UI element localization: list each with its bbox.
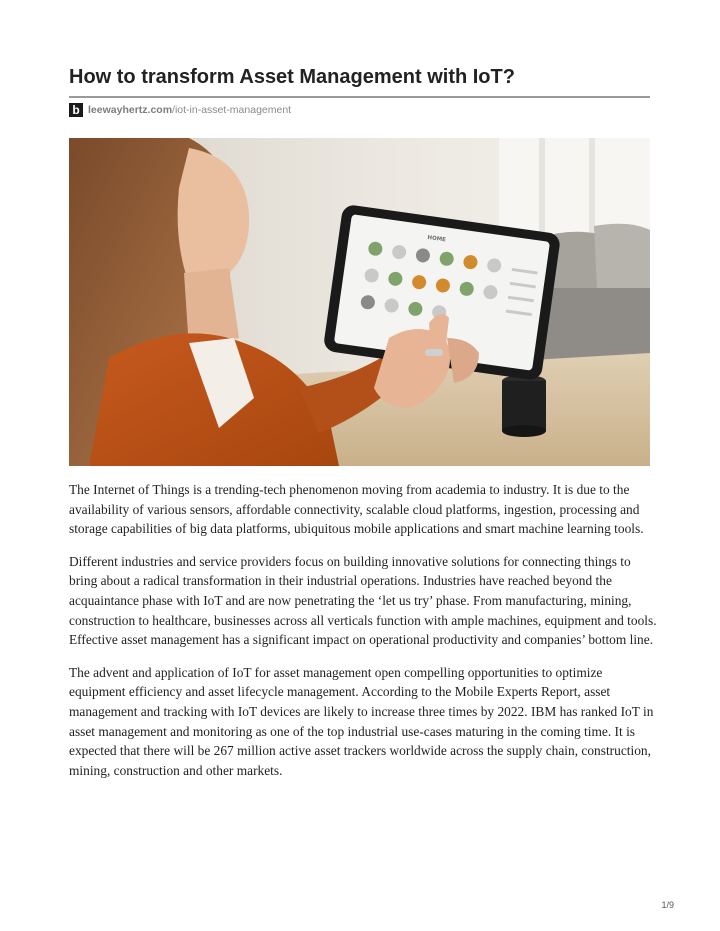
paragraph: The advent and application of IoT for asset management open compelling opportunities to optimize equipment efficiency and asset lifecycle management. According to the Mobile Experts Report, asset management and tracking with IoT devices are likely to increase three times by 2022. IBM has ranked IoT in asset management and monitoring as one of the top industrial use-cases maturing in the coming time. It is expected that there will be 267 million active asset trackers worldwide across the supply chain, construction, mining, construction and other markets. xyxy=(69,664,654,778)
paragraph: The Internet of Things is a trending-tech phenomenon moving from academia to industry. It is due to the availability of various sensors, affordable connectivity, scalable cloud platforms, ingestion, processing and storage capabilities of big data platforms, ubiquitous mobile applications and smart machine learning tools. xyxy=(69,482,644,537)
title-divider xyxy=(69,96,650,98)
source-path: /iot-in-asset-management xyxy=(172,104,292,116)
hero-image xyxy=(69,138,650,466)
page-title: How to transform Asset Management with IoT? xyxy=(69,66,515,88)
paragraph: Different industries and service providers focus on building innovative solutions for connecting things to bring about a radical transformation in their industrial operations. Industries have reached beyond the acquaintance phase with IoT and are now penetrating the ‘let us try’ phase. From manufacturing, mining, construction to healthcare, businesses across all verticals function with ample machines, equipment and tools. Effective asset management has a significant impact on operational productivity and companies’ bottom line. xyxy=(69,553,657,648)
page-number: 1/9 xyxy=(661,900,674,910)
article-body xyxy=(69,480,659,793)
tablet-screen-label: HOME xyxy=(426,234,447,244)
hero-illustration xyxy=(69,138,650,466)
source-link[interactable] xyxy=(69,102,291,118)
source-domain: leewayhertz.com xyxy=(88,104,173,116)
site-logo-icon: b xyxy=(69,103,83,117)
